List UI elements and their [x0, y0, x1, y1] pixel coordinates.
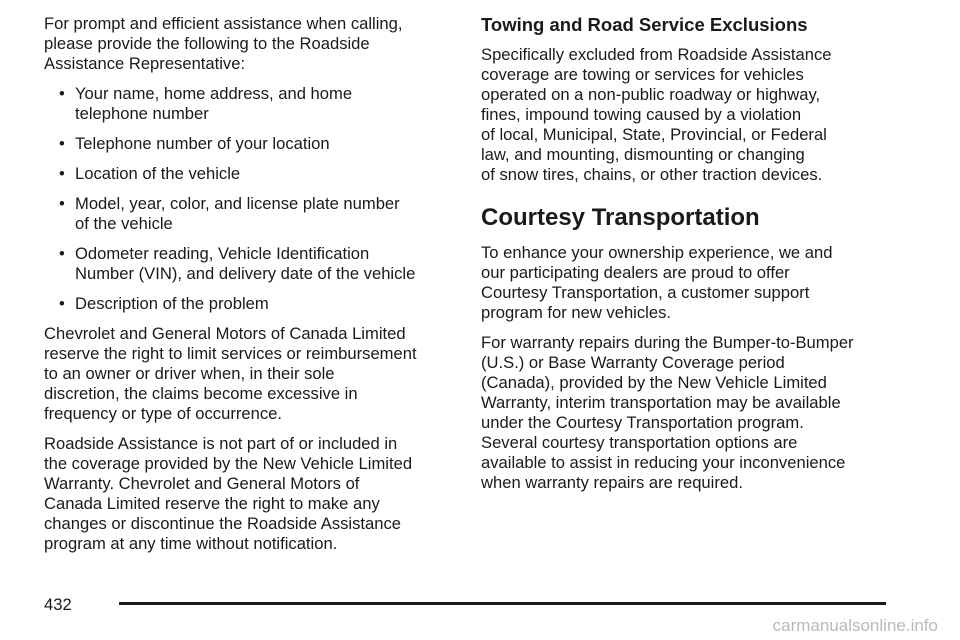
left-column	[44, 14, 464, 564]
courtesy-intro-paragraph	[481, 243, 901, 323]
bullet-icon: •	[59, 194, 65, 213]
courtesy-warranty-paragraph	[481, 333, 901, 493]
text-line: our participating dealers are proud to offer	[481, 263, 790, 282]
text-line: program for new vehicles.	[481, 303, 671, 322]
exclusions-heading: Towing and Road Service Exclusions	[481, 14, 808, 35]
text-line: the coverage provided by the New Vehicle Limited	[44, 454, 413, 473]
text-line: Canada Limited reserve the right to make any	[44, 494, 380, 513]
list-item	[44, 194, 464, 234]
text-line: please provide the following to the Roadside	[44, 34, 370, 53]
text-line: of snow tires, chains, or other traction devices.	[481, 165, 823, 184]
bullet-icon: •	[59, 84, 65, 103]
text-line: program at any time without notification.	[44, 534, 338, 553]
reserve-rights-paragraph	[44, 324, 464, 424]
text-line: Telephone number of your location	[75, 134, 330, 153]
text-line: Your name, home address, and home	[75, 84, 353, 103]
list-item	[44, 134, 464, 154]
text-line: (Canada), provided by the New Vehicle Limited	[481, 373, 827, 392]
text-line: Specifically excluded from Roadside Assistance	[481, 45, 832, 64]
bullet-icon: •	[59, 134, 65, 153]
list-item	[44, 294, 464, 314]
text-line: reserve the right to limit services or reimbursement	[44, 344, 417, 363]
bullet-icon: •	[59, 244, 65, 263]
text-line: operated on a non-public roadway or highway,	[481, 85, 821, 104]
text-line: Description of the problem	[75, 294, 269, 313]
text-line: frequency or type of occurrence.	[44, 404, 282, 423]
text-line: fines, impound towing caused by a violation	[481, 105, 802, 124]
text-line: discretion, the claims become excessive in	[44, 384, 358, 403]
text-line: For prompt and efficient assistance when calling,	[44, 14, 403, 33]
text-line: to an owner or driver when, in their sole	[44, 364, 335, 383]
not-part-of-warranty-paragraph	[44, 434, 464, 554]
text-line: of local, Municipal, State, Provincial, or Federal	[481, 125, 827, 144]
text-line: (U.S.) or Base Warranty Coverage period	[481, 353, 785, 372]
page-number: 432	[44, 595, 72, 614]
text-line: when warranty repairs are required.	[481, 473, 743, 492]
text-line: Courtesy Transportation, a customer support	[481, 283, 810, 302]
text-line: law, and mounting, dismounting or changing	[481, 145, 805, 164]
required-info-list	[44, 84, 464, 314]
text-line: Chevrolet and General Motors of Canada Limited	[44, 324, 406, 343]
text-line: Several courtesy transportation options are	[481, 433, 798, 452]
bullet-icon: •	[59, 294, 65, 313]
right-column	[481, 14, 901, 503]
bullet-icon: •	[59, 164, 65, 183]
text-line: Assistance Representative:	[44, 54, 246, 73]
page-footer	[44, 593, 886, 613]
text-line: To enhance your ownership experience, we and	[481, 243, 833, 262]
text-line: Roadside Assistance is not part of or included in	[44, 434, 398, 453]
text-line: coverage are towing or services for vehicles	[481, 65, 804, 84]
text-line: telephone number	[75, 104, 209, 123]
courtesy-transportation-heading: Courtesy Transportation	[481, 204, 760, 231]
list-item	[44, 164, 464, 184]
text-line: For warranty repairs during the Bumper-to-Bumper	[481, 333, 854, 352]
text-line: Odometer reading, Vehicle Identification	[75, 244, 370, 263]
text-line: changes or discontinue the Roadside Assistance	[44, 514, 401, 533]
text-line: Warranty. Chevrolet and General Motors of	[44, 474, 360, 493]
list-item	[44, 244, 464, 284]
watermark: carmanualsonline.info	[772, 616, 938, 635]
intro-paragraph	[44, 14, 464, 74]
footer-rule	[119, 602, 886, 605]
text-line: available to assist in reducing your inconvenience	[481, 453, 846, 472]
text-line: Location of the vehicle	[75, 164, 241, 183]
text-line: Model, year, color, and license plate number	[75, 194, 400, 213]
text-line: of the vehicle	[75, 214, 173, 233]
list-item	[44, 84, 464, 124]
text-line: Number (VIN), and delivery date of the vehicle	[75, 264, 416, 283]
text-line: Warranty, interim transportation may be available	[481, 393, 841, 412]
text-line: under the Courtesy Transportation program.	[481, 413, 804, 432]
exclusions-paragraph	[481, 45, 901, 185]
